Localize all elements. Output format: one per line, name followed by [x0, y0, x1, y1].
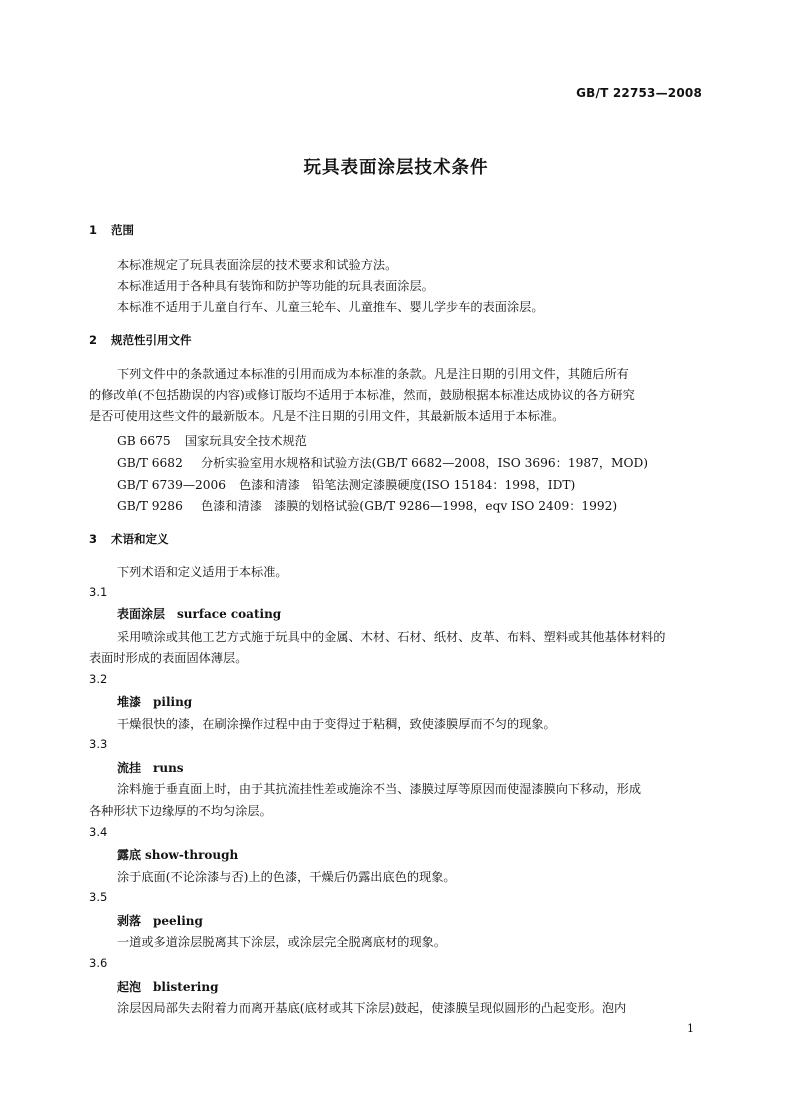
term-zh: 表面涂层 [117, 607, 166, 621]
term-en: surface coating [177, 607, 282, 621]
term-zh: 起泡 [117, 980, 142, 994]
clause-number: 3.4 [89, 825, 108, 839]
section-1-heading [89, 222, 134, 238]
clause-number: 3.5 [89, 890, 108, 904]
term-heading [117, 693, 192, 710]
section-number: 3 [89, 532, 98, 546]
reference-code: GB/T 9286 [117, 499, 183, 513]
paragraph: 本标准适用于各种具有装饰和防护等功能的玩具表面涂层。 [117, 279, 434, 293]
term-zh: 露底 [117, 848, 142, 862]
reference-title: 色漆和清漆 漆膜的划格试验(GB/T 9286—1998，eqv ISO 2409：1992) [201, 499, 618, 513]
section-2-heading [89, 332, 192, 348]
paragraph-line: 的修改单(不包括勘误的内容)或修订版均不适用于本标准，然而，鼓励根据本标准达成协议的各方研究 [89, 388, 635, 402]
reference-code: GB/T 6739—2006 [117, 478, 227, 492]
term-zh: 堆漆 [117, 695, 142, 709]
term-en: piling [153, 695, 193, 709]
reference-item [117, 497, 617, 514]
reference-code: GB/T 6682 [117, 456, 183, 470]
document-title: 玩具表面涂层技术条件 [303, 158, 489, 178]
term-zh: 剥落 [117, 914, 142, 928]
definition-line: 涂于底面(不论涂漆与否)上的色漆，干燥后仍露出底色的现象。 [117, 870, 456, 884]
definition-line: 涂层因局部失去附着力而离开基底(底材或其下涂层)鼓起，使漆膜呈现似圆形的凸起变形。泡内 [117, 1001, 627, 1015]
reference-item [117, 454, 648, 471]
section-3-heading [89, 531, 169, 547]
term-zh: 流挂 [117, 761, 142, 775]
section-number: 1 [89, 223, 98, 237]
term-en: peeling [153, 914, 203, 928]
term-en: blistering [153, 980, 219, 994]
term-heading [117, 978, 218, 995]
term-heading [117, 759, 184, 776]
term-heading [117, 912, 203, 929]
paragraph: 下列术语和定义适用于本标准。 [117, 565, 288, 579]
clause-number: 3.2 [89, 672, 108, 686]
section-title: 术语和定义 [111, 532, 169, 546]
section-title: 规范性引用文件 [111, 333, 192, 347]
section-title: 范围 [111, 223, 134, 237]
reference-title: 分析实验室用水规格和试验方法(GB/T 6682—2008，ISO 3696：1987，MOD) [201, 456, 649, 470]
page-number: 1 [687, 1022, 694, 1035]
definition-line: 干燥很快的漆，在刷涂操作过程中由于变得过于粘稠，致使漆膜厚而不匀的现象。 [117, 717, 556, 731]
paragraph-line: 是否可使用这些文件的最新版本。凡是不注日期的引用文件，其最新版本适用于本标准。 [89, 409, 565, 423]
definition-line: 涂料施于垂直面上时，由于其抗流挂性差或施涂不当、漆膜过厚等原因而使湿漆膜向下移动，形成 [117, 782, 642, 796]
definition-line: 采用喷涂或其他工艺方式施于玩具中的金属、木材、石材、纸材、皮革、布料、塑料或其他基体材料的 [117, 630, 666, 644]
term-en: show-through [145, 848, 239, 862]
term-heading [117, 605, 281, 622]
section-number: 2 [89, 333, 98, 347]
clause-number: 3.1 [89, 585, 108, 599]
reference-code: GB 6675 [117, 434, 171, 448]
definition-line: 一道或多道涂层脱离其下涂层，或涂层完全脱离底材的现象。 [117, 935, 447, 949]
reference-title: 色漆和清漆 铅笔法测定漆膜硬度(ISO 15184：1998，IDT) [239, 478, 576, 492]
paragraph-line: 下列文件中的条款通过本标准的引用而成为本标准的条款。凡是注日期的引用文件，其随后所有 [117, 367, 629, 381]
clause-number: 3.3 [89, 737, 108, 751]
definition-line: 表面时形成的表面固体薄层。 [89, 651, 248, 665]
term-en: runs [153, 761, 184, 775]
standard-number: GB/T 22753—2008 [576, 86, 702, 100]
paragraph: 本标准不适用于儿童自行车、儿童三轮车、儿童推车、婴儿学步车的表面涂层。 [117, 300, 544, 314]
reference-item [117, 432, 307, 449]
term-heading [117, 846, 238, 863]
paragraph: 本标准规定了玩具表面涂层的技术要求和试验方法。 [117, 258, 398, 272]
reference-item [117, 476, 575, 493]
clause-number: 3.6 [89, 956, 108, 970]
definition-line: 各种形状下边缘厚的不均匀涂层。 [89, 804, 272, 818]
reference-title: 国家玩具安全技术规范 [185, 434, 307, 448]
